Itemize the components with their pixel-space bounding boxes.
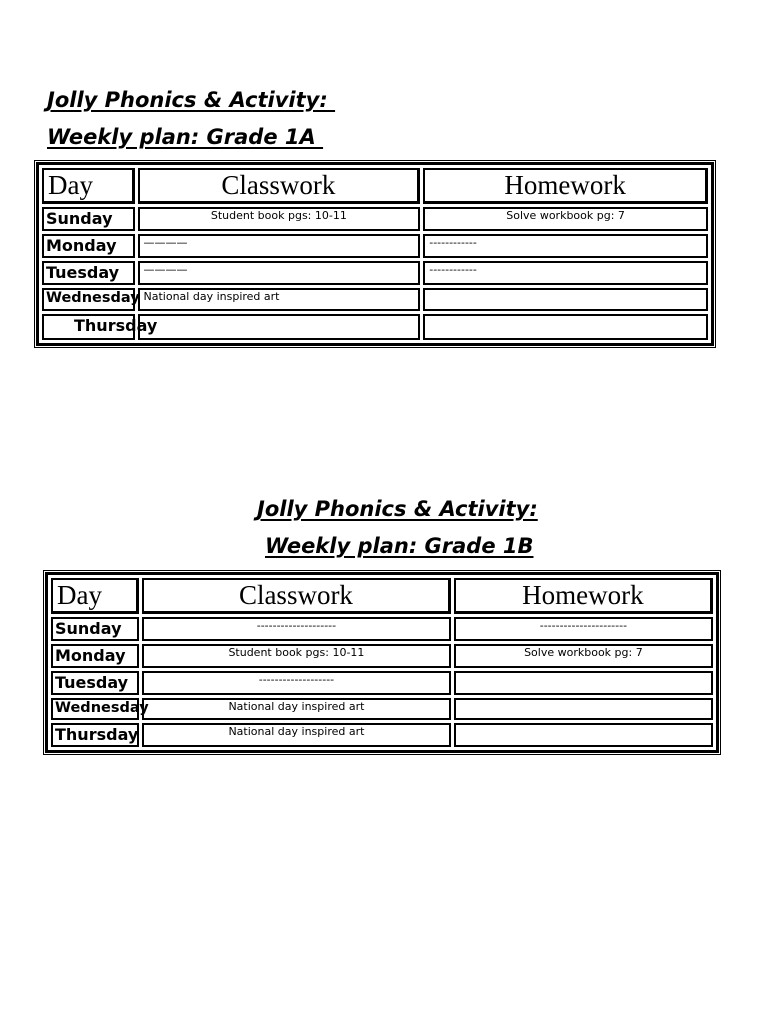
day-cell: Sunday — [51, 617, 139, 641]
header-homework: Homework — [454, 578, 713, 614]
homework-cell — [454, 723, 713, 747]
homework-cell: Solve workbook pg: 7 — [454, 644, 713, 668]
classwork-cell: Student book pgs: 10-11 — [142, 644, 451, 668]
classwork-cell: National day inspired art — [142, 698, 451, 720]
day-cell: Sunday — [42, 207, 135, 231]
title-grade-1b-line1: Jolly Phonics & Activity: — [257, 497, 538, 521]
header-classwork: Classwork — [142, 578, 451, 614]
header-homework: Homework — [423, 168, 708, 204]
table-row — [51, 617, 713, 641]
homework-cell — [454, 698, 713, 720]
table-row — [42, 234, 708, 258]
header-day: Day — [51, 578, 139, 614]
table-row — [51, 644, 713, 668]
homework-cell: ------------ — [423, 234, 708, 258]
weekly-plan-table-1a — [36, 162, 714, 346]
table-row — [42, 288, 708, 311]
table-header-row — [51, 578, 713, 614]
weekly-plan-table-1b — [45, 572, 719, 753]
header-classwork: Classwork — [138, 168, 421, 204]
homework-cell — [423, 314, 708, 340]
classwork-cell: National day inspired art — [142, 723, 451, 747]
header-day: Day — [42, 168, 135, 204]
day-cell: Tuesday — [51, 671, 139, 695]
classwork-cell: ———— — [138, 261, 421, 285]
homework-cell: ---------------------- — [454, 617, 713, 641]
classwork-cell: ------------------- — [142, 671, 451, 695]
title-grade-1a-line1: Jolly Phonics & Activity: — [47, 88, 336, 112]
homework-cell — [423, 288, 708, 311]
classwork-cell: National day inspired art — [138, 288, 421, 311]
day-cell: Wednesday — [51, 698, 139, 720]
table-row — [51, 671, 713, 695]
classwork-cell: ———— — [138, 234, 421, 258]
table-row — [42, 261, 708, 285]
day-cell: Wednesday — [42, 288, 135, 311]
homework-cell: Solve workbook pg: 7 — [423, 207, 708, 231]
classwork-cell: -------------------- — [142, 617, 451, 641]
table-header-row — [42, 168, 708, 204]
homework-cell: ------------ — [423, 261, 708, 285]
table-row — [51, 698, 713, 720]
day-cell: Thursday — [51, 723, 139, 747]
classwork-cell: Student book pgs: 10-11 — [138, 207, 421, 231]
table-row — [42, 314, 708, 340]
homework-cell — [454, 671, 713, 695]
day-cell: Monday — [42, 234, 135, 258]
day-cell: Monday — [51, 644, 139, 668]
day-cell: Tuesday — [42, 261, 135, 285]
table-row — [51, 723, 713, 747]
table-row — [42, 207, 708, 231]
day-cell: Thursday — [42, 314, 135, 340]
classwork-cell — [138, 314, 421, 340]
title-grade-1b-line2: Weekly plan: Grade 1B — [265, 534, 534, 558]
title-grade-1a-line2: Weekly plan: Grade 1A — [47, 125, 324, 149]
